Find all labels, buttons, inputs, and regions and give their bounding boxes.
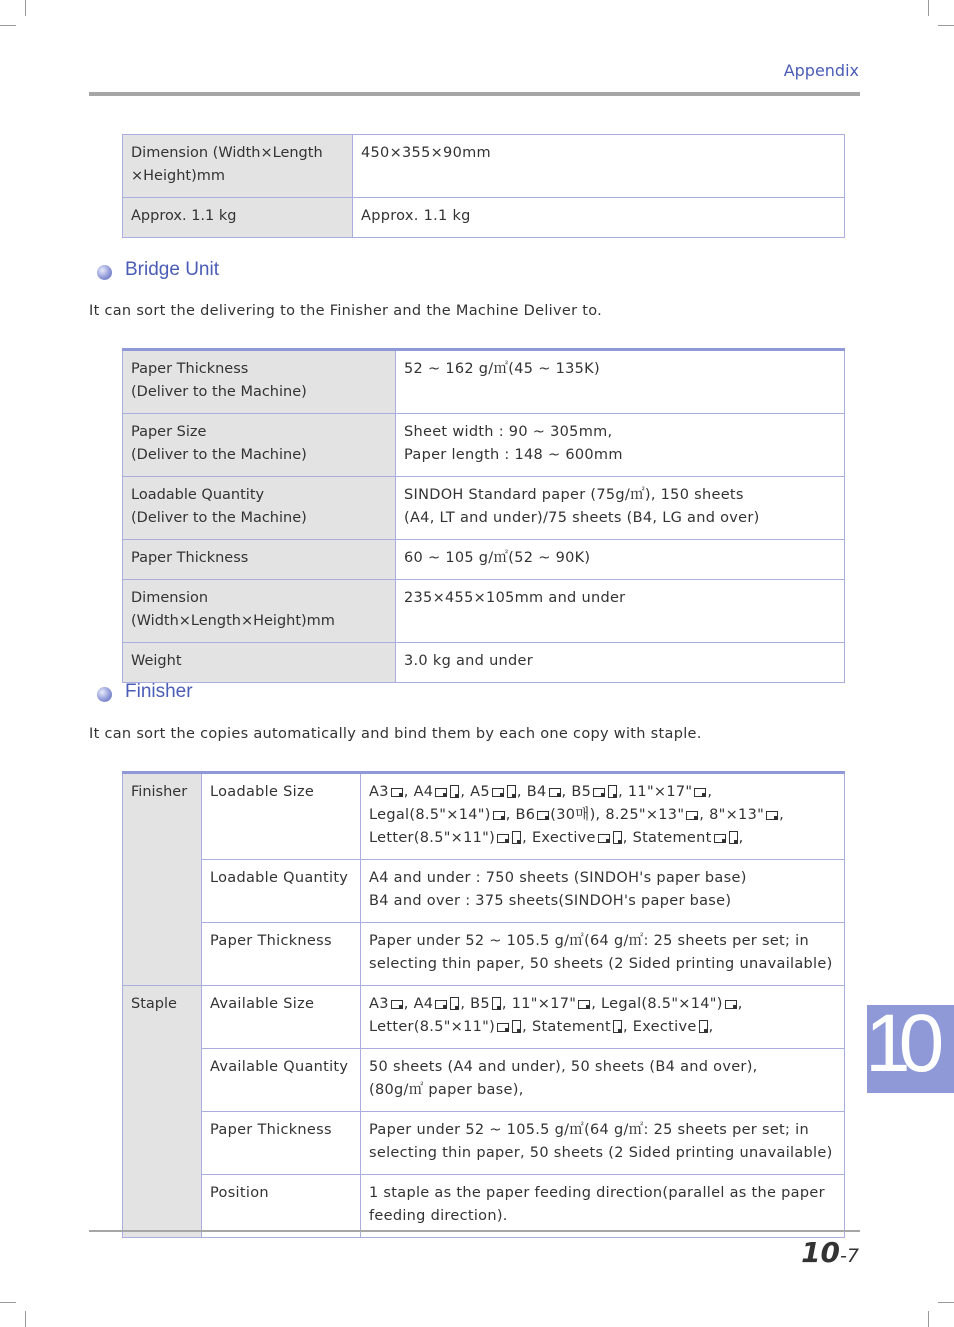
bridge-unit-table xyxy=(122,348,845,683)
size-text: A3 xyxy=(369,996,389,1012)
row-label xyxy=(202,860,361,923)
header-section-title: Appendix xyxy=(783,61,859,80)
crop-mark xyxy=(25,0,26,16)
crop-mark xyxy=(938,25,954,26)
page-number-major: 10 xyxy=(801,1236,841,1269)
table-row xyxy=(123,135,845,198)
row-label xyxy=(123,414,396,477)
label-text: Dimension (Width×Length×Height)mm xyxy=(131,590,335,629)
size-text: , B5 xyxy=(460,996,490,1012)
row-value xyxy=(361,986,845,1049)
footer-rule xyxy=(89,1230,860,1232)
value-text: Sheet width : 90 ~ 305mm, Paper length : 148 ~ 600mm xyxy=(404,424,623,463)
size-text: , 11"×17" xyxy=(501,996,577,1012)
size-text: , Exective xyxy=(522,830,596,846)
row-value xyxy=(396,414,845,477)
row-value xyxy=(361,923,845,986)
portrait-paper-icon xyxy=(507,785,516,798)
finisher-description: It can sort the copies automatically and bind them by each one copy with staple. xyxy=(89,726,702,742)
label-text: Position xyxy=(210,1185,269,1201)
size-text: , Statement xyxy=(522,1019,611,1035)
table-row xyxy=(123,1112,845,1175)
landscape-paper-icon xyxy=(537,811,549,820)
group-label-finisher xyxy=(123,773,202,986)
landscape-paper-icon xyxy=(493,811,505,820)
value-text: 52 ~ 162 g/㎡(45 ~ 135K) xyxy=(404,361,600,377)
value-text: SINDOH Standard paper (75g/㎡), 150 sheets (A4, LT and under)/75 sheets (B4, LG and over) xyxy=(404,487,760,526)
size-text: Legal(8.5"×14") xyxy=(369,807,491,823)
label-text: Paper Thickness (Deliver to the Machine) xyxy=(131,361,307,400)
value-text: 1 staple as the paper feeding direction(parallel as the paper feeding direction). xyxy=(369,1185,825,1224)
page-number-minor: -7 xyxy=(840,1245,859,1267)
landscape-paper-icon xyxy=(694,788,706,797)
row-label xyxy=(123,540,396,580)
row-value xyxy=(396,580,845,643)
label-text: Available Size xyxy=(210,996,315,1012)
row-label xyxy=(202,1049,361,1112)
portrait-paper-icon xyxy=(512,1020,521,1033)
table-row xyxy=(123,580,845,643)
label-text: Approx. 1.1 kg xyxy=(131,208,237,224)
table-row xyxy=(123,477,845,540)
label-text: Loadable Quantity xyxy=(210,870,349,886)
table-row xyxy=(123,414,845,477)
label-text: Paper Size (Deliver to the Machine) xyxy=(131,424,307,463)
row-label xyxy=(202,986,361,1049)
landscape-paper-icon xyxy=(725,1000,737,1009)
row-value xyxy=(361,1175,845,1238)
value-text: 50 sheets (A4 and under), 50 sheets (B4 and over), (80g/㎡ paper base), xyxy=(369,1059,758,1098)
chapter-number: 10 xyxy=(865,998,933,1089)
table-row xyxy=(123,643,845,683)
row-value xyxy=(353,135,845,198)
landscape-paper-icon xyxy=(714,834,726,843)
row-value xyxy=(396,643,845,683)
portrait-paper-icon xyxy=(613,831,622,844)
label-text: Loadable Quantity (Deliver to the Machine) xyxy=(131,487,307,526)
crop-mark xyxy=(938,1302,954,1303)
portrait-paper-icon xyxy=(608,785,617,798)
crop-mark xyxy=(928,1311,929,1327)
value-text: Paper under 52 ~ 105.5 g/㎡(64 g/㎡: 25 sheets per set; in selecting thin paper, 50 sheets (2 Sided printing unavailable) xyxy=(369,933,833,972)
row-value xyxy=(361,773,845,860)
table-row xyxy=(123,773,845,860)
row-label xyxy=(123,580,396,643)
row-label xyxy=(123,198,353,238)
page-number xyxy=(801,1236,859,1269)
row-label xyxy=(123,643,396,683)
row-label xyxy=(202,773,361,860)
bullet-icon xyxy=(97,687,112,702)
size-text: , Statement xyxy=(622,830,712,846)
size-text: , Legal(8.5"×14") xyxy=(591,996,723,1012)
dimension-table xyxy=(122,134,845,238)
row-label xyxy=(202,923,361,986)
size-text: , B5 xyxy=(561,784,592,800)
header-rule xyxy=(89,92,860,96)
label-text: Paper Thickness xyxy=(210,933,332,949)
size-text: , B6 xyxy=(505,807,536,823)
row-label xyxy=(202,1112,361,1175)
label-text: Paper Thickness xyxy=(210,1122,332,1138)
crop-mark xyxy=(0,1302,16,1303)
label-text: Staple xyxy=(131,996,177,1012)
landscape-paper-icon xyxy=(391,788,403,797)
landscape-paper-icon xyxy=(391,1000,403,1009)
value-text: Approx. 1.1 kg xyxy=(361,208,471,224)
size-text: , xyxy=(708,1019,714,1035)
size-text: , A4 xyxy=(403,784,434,800)
row-value xyxy=(396,540,845,580)
size-text: , 11"×17" xyxy=(618,784,693,800)
portrait-paper-icon xyxy=(512,831,521,844)
size-text: , A5 xyxy=(460,784,490,800)
portrait-paper-icon xyxy=(729,831,738,844)
value-text: 60 ~ 105 g/㎡(52 ~ 90K) xyxy=(404,550,591,566)
label-text: Finisher xyxy=(131,784,188,800)
section-title: Finisher xyxy=(125,681,193,702)
landscape-paper-icon xyxy=(549,788,561,797)
landscape-paper-icon xyxy=(497,1023,509,1032)
label-text: Weight xyxy=(131,653,182,669)
size-text: Letter(8.5"×11") xyxy=(369,1019,496,1035)
portrait-paper-icon xyxy=(492,997,501,1010)
label-text: Loadable Size xyxy=(210,784,315,800)
landscape-paper-icon xyxy=(492,788,504,797)
table-row xyxy=(123,198,845,238)
size-text: , xyxy=(779,807,785,823)
chapter-tab xyxy=(865,998,954,1093)
landscape-paper-icon xyxy=(497,834,509,843)
table-row xyxy=(123,986,845,1049)
group-label-staple xyxy=(123,986,202,1238)
value-text: 235×455×105mm and under xyxy=(404,590,626,606)
row-label xyxy=(123,350,396,414)
row-value xyxy=(361,860,845,923)
landscape-paper-icon xyxy=(593,788,605,797)
size-text: A3 xyxy=(369,784,389,800)
table-row xyxy=(123,1049,845,1112)
table-row xyxy=(123,923,845,986)
label-text: Paper Thickness xyxy=(131,550,249,566)
size-text: , Exective xyxy=(622,1019,697,1035)
table-row xyxy=(123,540,845,580)
landscape-paper-icon xyxy=(766,811,778,820)
bullet-icon xyxy=(97,265,112,280)
table-row xyxy=(123,350,845,414)
value-text: Paper under 52 ~ 105.5 g/㎡(64 g/㎡: 25 sheets per set; in selecting thin paper, 50 sheets (2 Sided printing unavailable) xyxy=(369,1122,833,1161)
row-value xyxy=(361,1049,845,1112)
landscape-paper-icon xyxy=(578,1000,590,1009)
size-text: , A4 xyxy=(403,996,434,1012)
size-text: , xyxy=(738,830,744,846)
portrait-paper-icon xyxy=(699,1020,708,1033)
value-text: 450×355×90mm xyxy=(361,145,491,161)
size-text: , xyxy=(707,784,713,800)
size-text: , xyxy=(737,996,743,1012)
row-value xyxy=(396,350,845,414)
value-text: 3.0 kg and under xyxy=(404,653,534,669)
bridge-unit-description: It can sort the delivering to the Finisher and the Machine Deliver to. xyxy=(89,303,603,319)
landscape-paper-icon xyxy=(686,811,698,820)
row-value xyxy=(361,1112,845,1175)
crop-mark xyxy=(928,0,929,16)
row-value xyxy=(353,198,845,238)
value-text: A4 and under : 750 sheets (SINDOH's paper base) B4 and over : 375 sheets(SINDOH's paper base) xyxy=(369,870,747,909)
row-label xyxy=(123,477,396,540)
table-row xyxy=(123,1175,845,1238)
portrait-paper-icon xyxy=(613,1020,622,1033)
table-row xyxy=(123,860,845,923)
portrait-paper-icon xyxy=(450,997,459,1010)
size-text: , B4 xyxy=(516,784,547,800)
row-label xyxy=(123,135,353,198)
size-text: , 8"×13" xyxy=(699,807,765,823)
portrait-paper-icon xyxy=(450,785,459,798)
row-value xyxy=(396,477,845,540)
landscape-paper-icon xyxy=(598,834,610,843)
section-title: Bridge Unit xyxy=(125,259,219,280)
crop-mark xyxy=(0,25,16,26)
label-text: Available Quantity xyxy=(210,1059,349,1075)
row-label xyxy=(202,1175,361,1238)
crop-mark xyxy=(25,1311,26,1327)
finisher-table xyxy=(122,771,845,1238)
label-text: Dimension (Width×Length ×Height)mm xyxy=(131,145,323,184)
size-text: (30매), 8.25"×13" xyxy=(550,807,685,823)
size-text: Letter(8.5"×11") xyxy=(369,830,496,846)
landscape-paper-icon xyxy=(435,1000,447,1009)
landscape-paper-icon xyxy=(435,788,447,797)
